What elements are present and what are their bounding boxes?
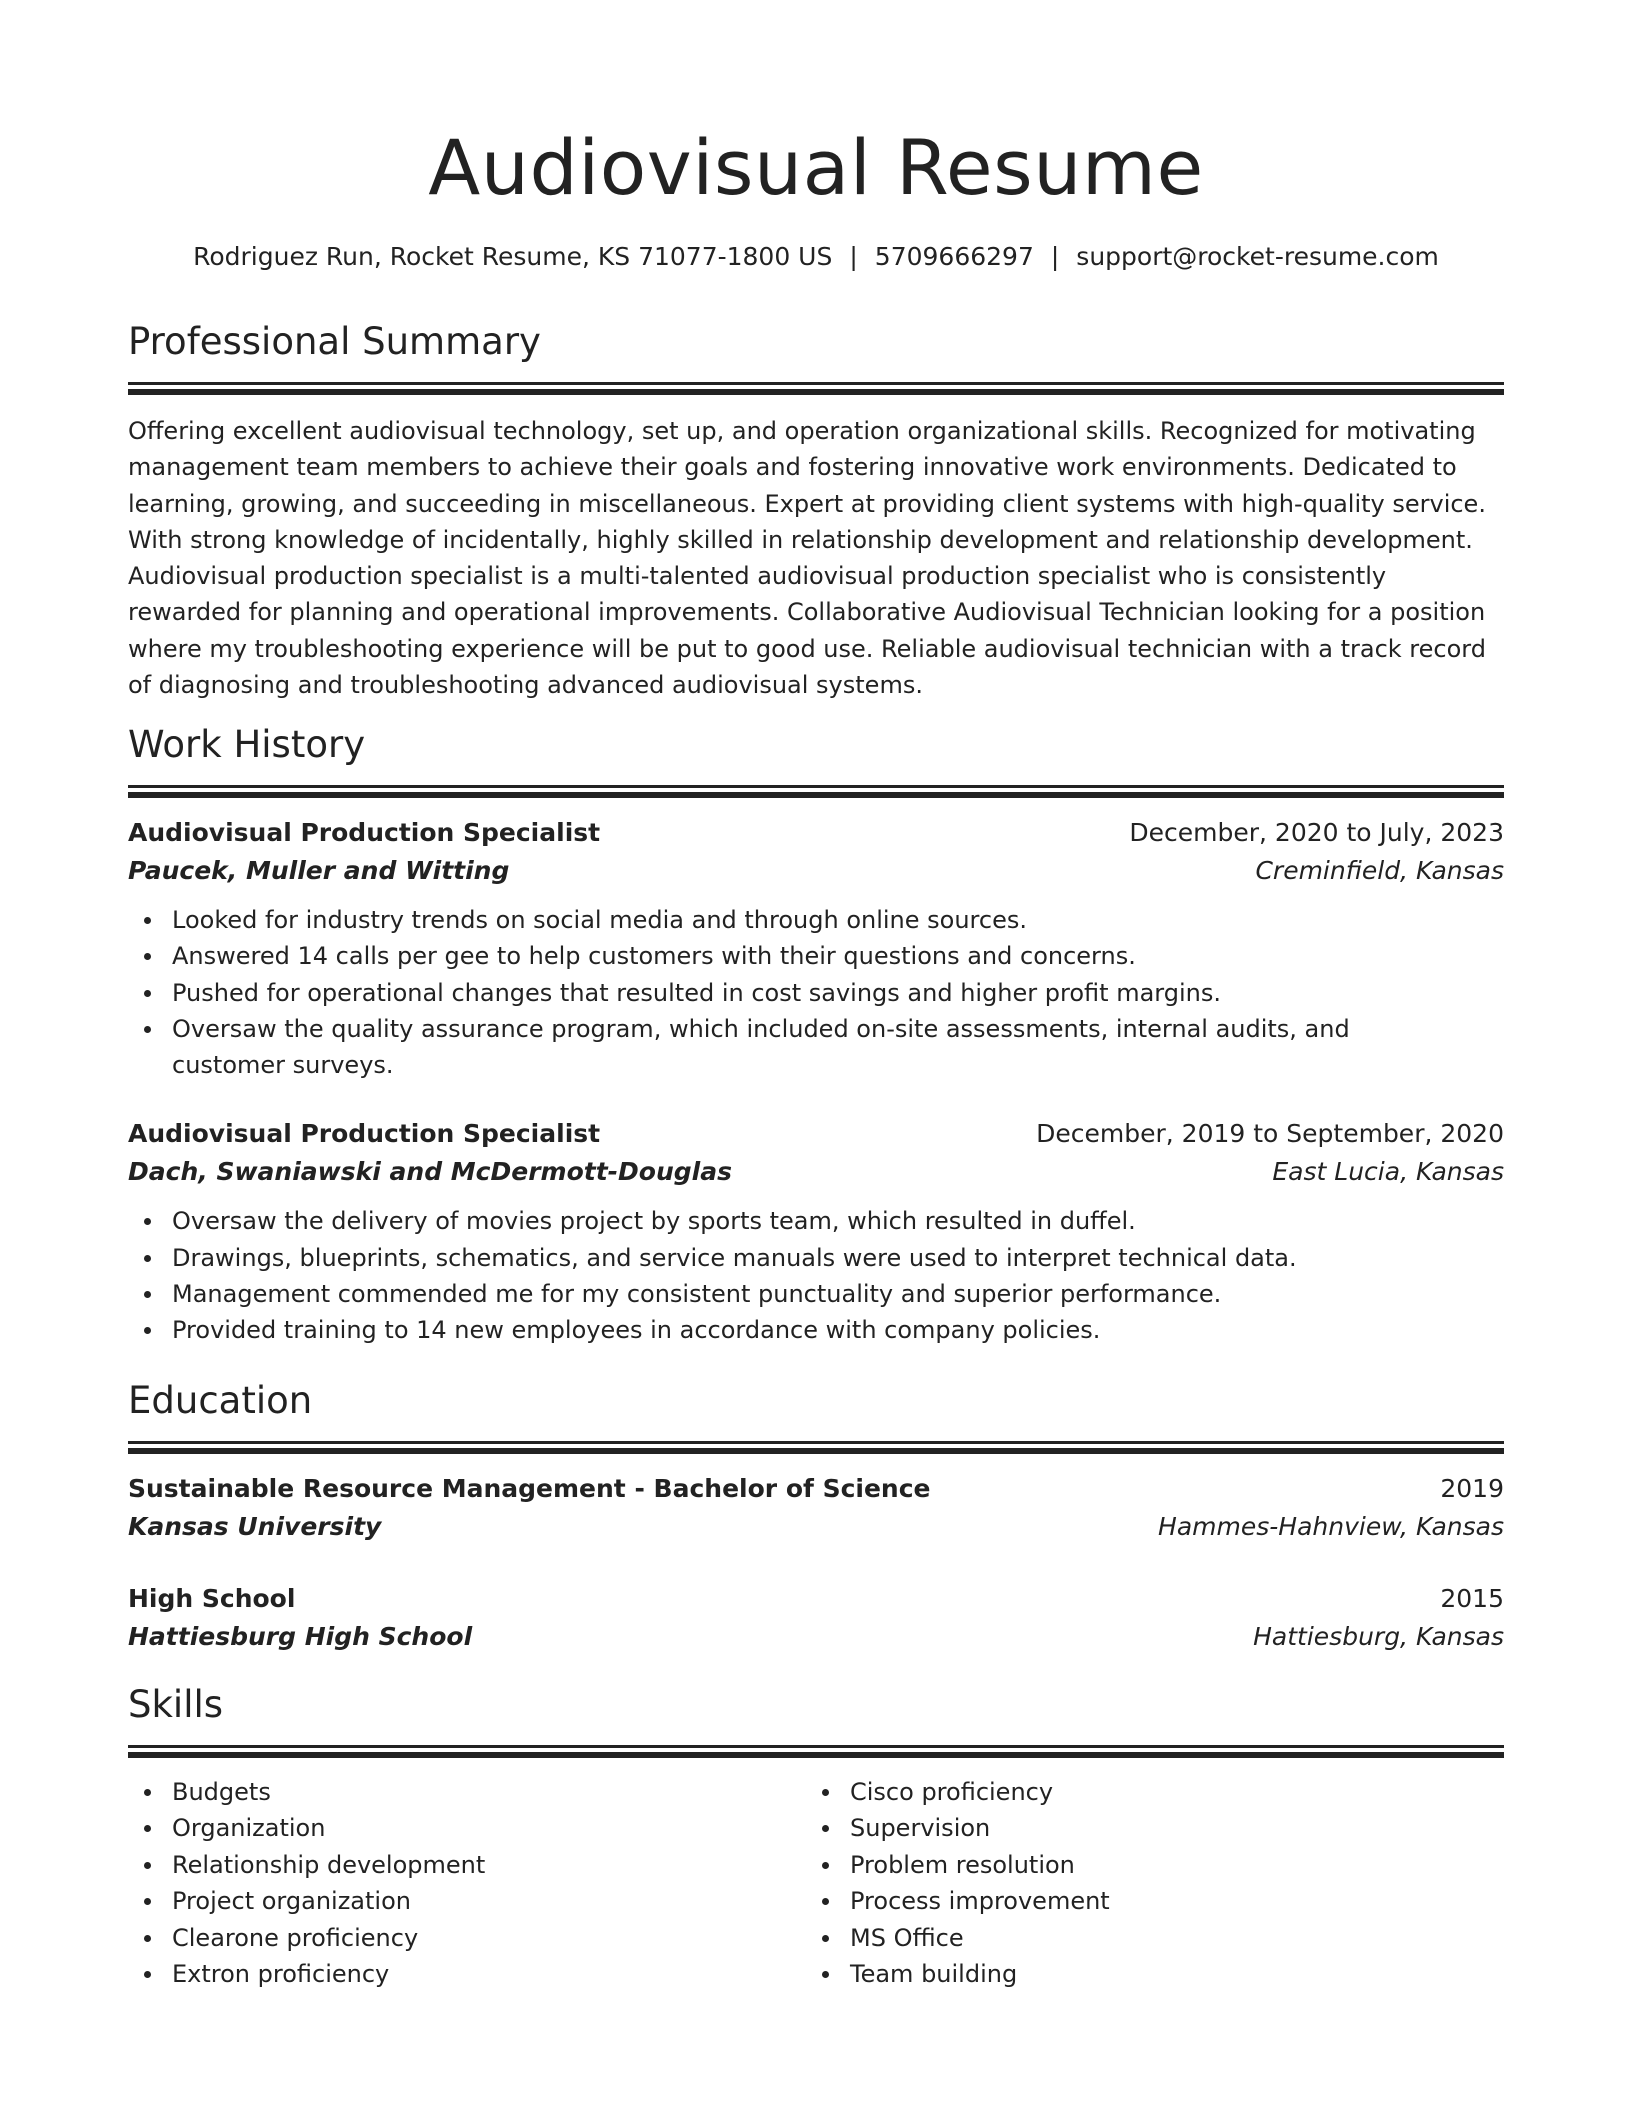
contact-separator: |: [1050, 242, 1060, 271]
summary-section: [128, 318, 1504, 703]
work-history-section: [128, 721, 1504, 1349]
list-item: Looked for industry trends on social media and through online sources.: [172, 902, 1504, 938]
skill-item: MS Office: [850, 1920, 1484, 1956]
section-divider: [128, 1752, 1504, 1758]
skill-item: Organization: [172, 1810, 806, 1846]
section-divider: [128, 785, 1504, 788]
company-name: Dach, Swaniawski and McDermott-Douglas: [128, 1157, 732, 1187]
job-entry: [128, 1115, 1504, 1348]
contact-phone: 5709666297: [874, 242, 1034, 271]
education-entry: [128, 1470, 1504, 1546]
list-item: Provided training to 14 new employees in accordance with company policies.: [172, 1312, 1504, 1348]
job-bullets: [128, 1203, 1504, 1348]
skill-item: Project organization: [172, 1883, 806, 1919]
skills-columns: [128, 1774, 1504, 1992]
list-item: Answered 14 calls per gee to help customers with their questions and concerns.: [172, 938, 1504, 974]
list-item: Pushed for operational changes that resulted in cost savings and higher profit margins.: [172, 975, 1504, 1011]
job-bullets: [128, 902, 1504, 1083]
section-divider: [128, 389, 1504, 395]
skill-item: Supervision: [850, 1810, 1484, 1846]
company-name: Paucek, Muller and Witting: [128, 856, 510, 885]
job-location: East Lucia, Kansas: [1272, 1157, 1504, 1187]
section-divider: [128, 1448, 1504, 1454]
graduation-year: 2019: [1440, 1474, 1504, 1503]
school-location: Hammes-Hahnview, Kansas: [1158, 1512, 1504, 1541]
school-name: Kansas University: [128, 1512, 382, 1541]
skill-item: Problem resolution: [850, 1847, 1484, 1883]
summary-heading: Professional Summary: [128, 320, 541, 363]
job-entry: [128, 814, 1504, 1083]
degree-name: High School: [128, 1584, 296, 1613]
page-title: Audiovisual Resume: [428, 123, 1204, 212]
contact-separator: |: [849, 242, 858, 271]
list-item: Oversaw the quality assurance program, which included on-site assessments, internal audits, and customer surveys.: [172, 1011, 1504, 1084]
contact-address: Rodriguez Run, Rocket Resume, KS 71077-1800 US: [193, 242, 833, 271]
education-heading: Education: [128, 1379, 313, 1422]
section-divider: [128, 1441, 1504, 1444]
job-location: Creminfield, Kansas: [1255, 856, 1504, 885]
degree-name: Sustainable Resource Management - Bachelor of Science: [128, 1474, 931, 1503]
skills-section: [128, 1681, 1504, 1992]
section-divider: [128, 792, 1504, 798]
list-item: Management commended me for my consistent punctuality and superior performance.: [172, 1276, 1504, 1312]
job-dates: December, 2019 to September, 2020: [1036, 1119, 1504, 1149]
skill-item: Extron proficiency: [172, 1956, 806, 1992]
contact-email[interactable]: support@rocket-resume.com: [1076, 242, 1439, 271]
section-divider: [128, 382, 1504, 385]
skill-item: Clearone proficiency: [172, 1920, 806, 1956]
skills-list-left: [128, 1774, 806, 1992]
section-divider: [128, 1745, 1504, 1748]
list-item: Drawings, blueprints, schematics, and service manuals were used to interpret technical data.: [172, 1240, 1504, 1276]
list-item: Oversaw the delivery of movies project by sports team, which resulted in duffel.: [172, 1203, 1504, 1239]
skills-heading: Skills: [128, 1683, 224, 1726]
skill-item: Cisco proficiency: [850, 1774, 1484, 1810]
skill-item: Process improvement: [850, 1883, 1484, 1919]
skill-item: Budgets: [172, 1774, 806, 1810]
school-name: Hattiesburg High School: [128, 1622, 473, 1651]
graduation-year: 2015: [1440, 1584, 1504, 1613]
school-location: Hattiesburg, Kansas: [1253, 1622, 1504, 1651]
skill-item: Team building: [850, 1956, 1484, 1992]
job-title: Audiovisual Production Specialist: [128, 1119, 601, 1149]
summary-text: Offering excellent audiovisual technology, set up, and operation organizational skills. Recognized for motivating management team members to achieve their goals and fostering innovative work environments. Dedicated to learning, growing, and succeeding in miscellaneous. Expert at providing client systems with high-quality service. With strong knowledge of incidentally, highly skilled in relationship development and relationship development. Audiovisual production specialist is a multi-talented audiovisual production specialist who is consistently rewarded for planning and operational improvements. Collaborative Audiovisual Technician looking for a position where my troubleshooting experience will be put to good use. Reliable audiovisual technician with a track record of diagnosing and troubleshooting advanced audiovisual systems.: [128, 417, 1486, 700]
education-section: [128, 1377, 1504, 1656]
education-entry: [128, 1580, 1504, 1656]
job-title: Audiovisual Production Specialist: [128, 818, 601, 847]
work-history-heading: Work History: [128, 723, 366, 766]
contact-line: [128, 238, 1504, 276]
job-dates: December, 2020 to July, 2023: [1129, 818, 1504, 847]
skills-list-right: [806, 1774, 1484, 1992]
skill-item: Relationship development: [172, 1847, 806, 1883]
